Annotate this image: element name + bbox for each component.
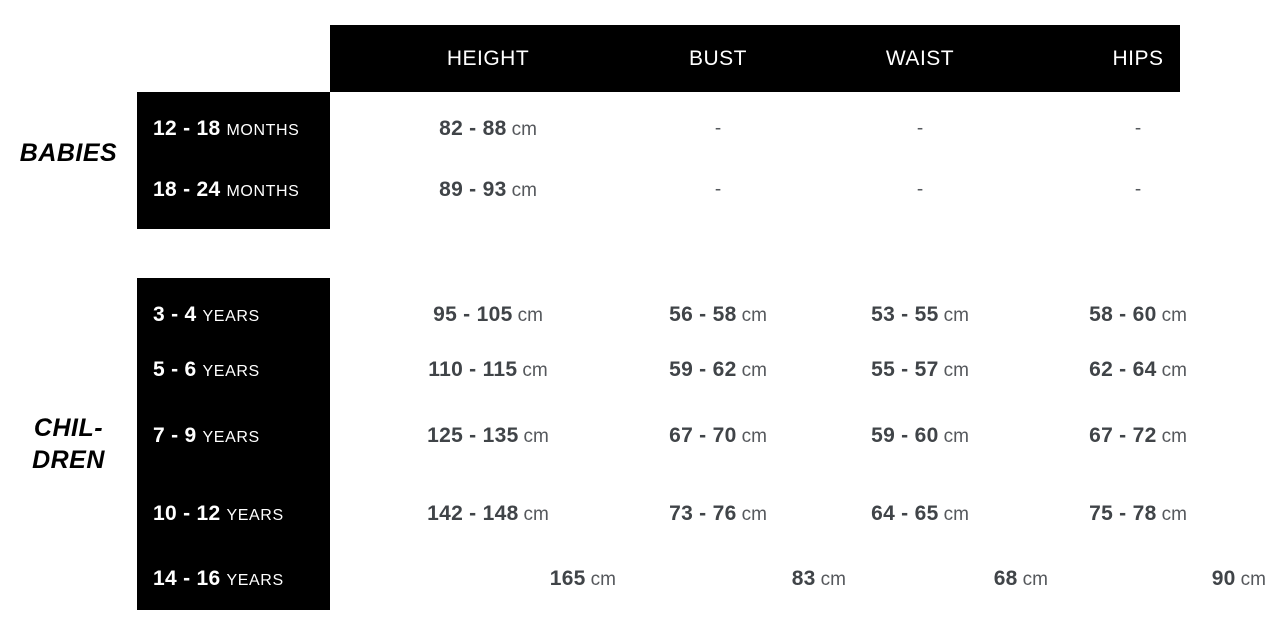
- cell-value: 95 - 105: [433, 303, 513, 326]
- cell-height: [358, 98, 618, 159]
- cell-value: 142 - 148: [427, 502, 519, 525]
- cell-value: 110 - 115: [428, 358, 518, 381]
- group-name-babies: BABIES: [19, 139, 118, 167]
- cell-value: 89 - 93: [439, 178, 507, 201]
- cell-unit: cm: [1022, 569, 1048, 590]
- cell-value: 59 - 60: [871, 424, 939, 447]
- cell-value: 68: [993, 567, 1018, 590]
- cell-unit: cm: [590, 569, 616, 590]
- row-age-number: 7 - 9: [153, 424, 197, 447]
- cell-hips: [1008, 284, 1268, 345]
- row-age-label: [153, 483, 284, 544]
- column-header-waist: WAIST: [885, 47, 955, 70]
- cell-value: -: [714, 179, 722, 200]
- table-row: [137, 98, 1187, 159]
- row-age-unit: YEARS: [202, 308, 260, 325]
- row-age-label: [153, 284, 260, 345]
- cell-unit: cm: [522, 360, 548, 381]
- cell-value: 83: [791, 567, 816, 590]
- cell-value: 58 - 60: [1089, 303, 1157, 326]
- table-row: [137, 483, 1187, 544]
- cell-value: 67 - 72: [1089, 424, 1157, 447]
- row-age-unit: YEARS: [226, 507, 284, 524]
- row-age-label: [153, 339, 260, 400]
- cell-hips: [1008, 483, 1268, 544]
- cell-unit: cm: [1161, 504, 1187, 525]
- row-age-label: [153, 98, 299, 159]
- cell-height: [358, 405, 618, 466]
- row-age-number: 10 - 12: [153, 502, 221, 525]
- cell-hips: [1008, 339, 1268, 400]
- cell-unit: cm: [523, 504, 549, 525]
- column-header-bust: BUST: [688, 47, 747, 70]
- cell-hips: [1008, 98, 1268, 159]
- cell-unit: cm: [943, 504, 969, 525]
- cell-value: 56 - 58: [669, 303, 737, 326]
- cell-unit: cm: [820, 569, 846, 590]
- cell-unit: cm: [1161, 305, 1187, 326]
- row-age-label: [153, 548, 284, 609]
- row-age-number: 14 - 16: [153, 567, 221, 590]
- cell-height: [358, 159, 618, 220]
- cell-value: -: [714, 118, 722, 139]
- group-name-children-line2: DREN: [32, 446, 105, 474]
- cell-value: 55 - 57: [871, 358, 939, 381]
- row-age-number: 18 - 24: [153, 178, 221, 201]
- cell-unit: cm: [943, 426, 969, 447]
- cell-height: [358, 339, 618, 400]
- cell-unit: cm: [741, 504, 767, 525]
- row-age-unit: YEARS: [202, 363, 260, 380]
- row-age-label: [153, 159, 299, 220]
- table-row: [137, 548, 1266, 609]
- row-age-unit: YEARS: [202, 429, 260, 446]
- cell-value: -: [916, 179, 924, 200]
- cell-unit: cm: [1161, 360, 1187, 381]
- cell-value: 75 - 78: [1089, 502, 1157, 525]
- row-age-unit: YEARS: [226, 572, 284, 589]
- table-row: [137, 284, 1187, 345]
- group-name-children: [0, 412, 137, 476]
- cell-unit: cm: [741, 426, 767, 447]
- cell-hips: [1008, 548, 1268, 609]
- cell-unit: cm: [517, 305, 543, 326]
- group-name-children-line1: CHIL-: [33, 414, 104, 442]
- cell-unit: cm: [943, 360, 969, 381]
- cell-value: 53 - 55: [871, 303, 939, 326]
- cell-value: 125 - 135: [427, 424, 519, 447]
- cell-height: [358, 483, 618, 544]
- cell-unit: cm: [523, 426, 549, 447]
- row-age-unit: MONTHS: [226, 122, 300, 139]
- table-row: [137, 405, 1187, 466]
- cell-hips: [1008, 405, 1268, 466]
- row-age-label: [153, 405, 260, 466]
- row-age-number: 5 - 6: [153, 358, 197, 381]
- row-age-unit: MONTHS: [226, 183, 300, 200]
- cell-value: 73 - 76: [669, 502, 737, 525]
- cell-value: 67 - 70: [669, 424, 737, 447]
- cell-unit: cm: [1240, 569, 1266, 590]
- cell-hips: [1008, 159, 1268, 220]
- cell-height: [358, 284, 618, 345]
- cell-unit: cm: [1161, 426, 1187, 447]
- table-row: [137, 339, 1187, 400]
- cell-value: 165: [549, 567, 586, 590]
- cell-value: 64 - 65: [871, 502, 939, 525]
- column-header-hips: HIPS: [1112, 47, 1164, 70]
- cell-unit: cm: [943, 305, 969, 326]
- cell-height: [358, 548, 618, 609]
- cell-value: 90: [1211, 567, 1236, 590]
- table-header-band: [330, 25, 1180, 92]
- cell-value: -: [1134, 179, 1142, 200]
- row-age-number: 3 - 4: [153, 303, 197, 326]
- cell-unit: cm: [511, 119, 537, 140]
- cell-value: 82 - 88: [439, 117, 507, 140]
- cell-value: 59 - 62: [669, 358, 737, 381]
- cell-unit: cm: [741, 360, 767, 381]
- table-row: [137, 159, 1187, 220]
- cell-value: -: [1134, 118, 1142, 139]
- cell-value: -: [916, 118, 924, 139]
- cell-unit: cm: [741, 305, 767, 326]
- column-header-height: HEIGHT: [446, 47, 530, 70]
- cell-value: 62 - 64: [1089, 358, 1157, 381]
- cell-unit: cm: [511, 180, 537, 201]
- row-age-number: 12 - 18: [153, 117, 221, 140]
